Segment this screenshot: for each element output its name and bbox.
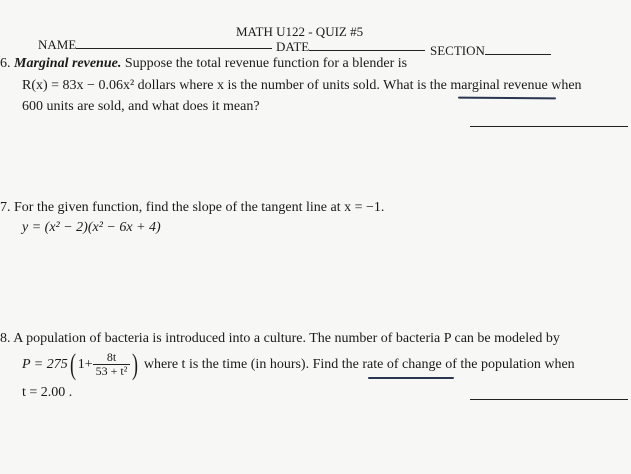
q8-where-text: where t is the time (in hours). Find the <box>143 357 359 372</box>
date-label-text: DATE <box>276 39 310 54</box>
q8-fraction-numerator: 8t <box>93 351 131 365</box>
q8-answer-line[interactable] <box>470 399 628 400</box>
q8-intro: A population of bacteria is introduced into a culture. The number of bacteria P can be modeled by <box>13 331 560 346</box>
q7-formula: y = (x² − 2)(x² − 6x + 4) <box>22 220 161 235</box>
q8-rate-of-change-term: rate of change <box>362 357 442 372</box>
q6-line1 <box>0 56 407 72</box>
q7-prompt: For the given function, find the slope of the tangent line at x = −1. <box>14 200 385 215</box>
name-label-text: NAME <box>38 37 77 52</box>
q6-marginal-revenue-term: marginal revenue <box>450 78 548 93</box>
q6-pen-underline <box>458 97 556 100</box>
q6-revenue-function: R(x) = 83x − 0.06x² dollars where x is the number of units sold. What is the <box>22 78 447 93</box>
q8-formula-left: P = 275 <box>22 357 68 372</box>
q6-intro: Suppose the total revenue function for a blender is <box>124 56 408 71</box>
q6-number: 6. <box>0 56 11 71</box>
date-label <box>276 39 425 55</box>
q8-formula-one: 1+ <box>77 357 93 372</box>
date-blank[interactable] <box>309 40 425 51</box>
q8-formula-line <box>22 345 575 385</box>
q6-heading: Marginal revenue. <box>14 56 122 71</box>
name-blank[interactable] <box>76 38 272 49</box>
name-label <box>38 37 272 53</box>
q8-fraction-denominator: 53 + t² <box>95 364 128 379</box>
quiz-title: MATH U122 - QUIZ #5 <box>236 24 364 39</box>
q6-line3: 600 units are sold, and what does it mean? <box>22 99 260 114</box>
q6-when: when <box>551 78 582 93</box>
q8-pen-underline <box>368 377 454 379</box>
section-label-text: SECTION <box>430 43 485 58</box>
q8-line3: t = 2.00 . <box>22 385 73 400</box>
q7-number: 7. <box>0 200 11 215</box>
q6-answer-line[interactable] <box>470 126 628 127</box>
section-label <box>430 43 551 59</box>
q8-number: 8. <box>0 331 11 346</box>
q8-left-paren: ( <box>69 347 76 381</box>
q8-right-paren: ) <box>132 347 139 381</box>
q7-line1 <box>0 200 384 216</box>
q8-population-when: of the population when <box>445 357 575 372</box>
section-blank[interactable] <box>485 44 551 55</box>
q6-line2 <box>22 78 582 94</box>
q8-fraction <box>93 351 131 378</box>
